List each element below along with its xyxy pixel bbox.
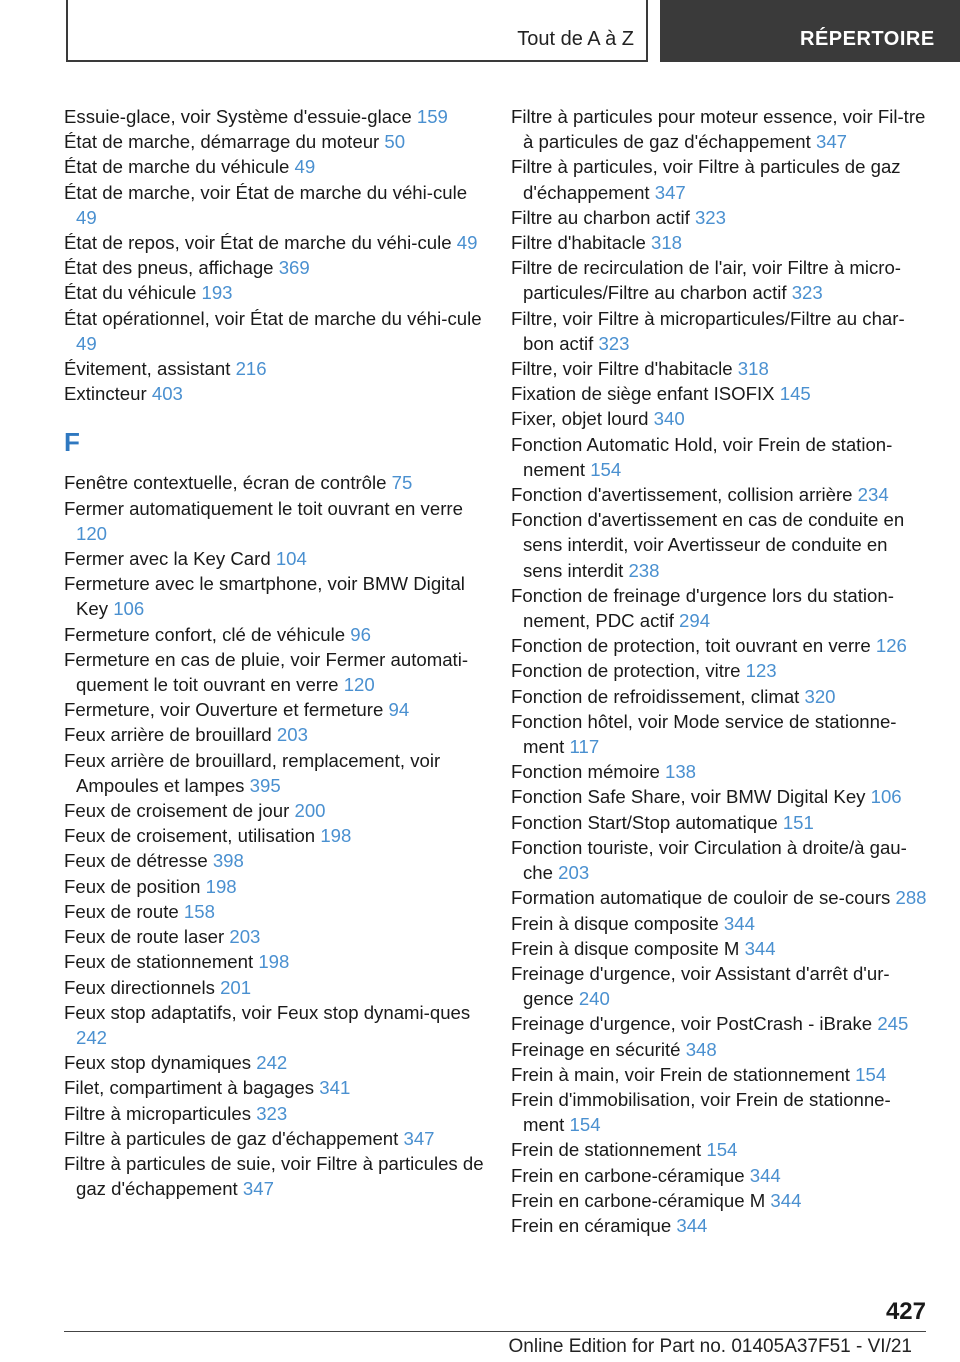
index-entry-text: Frein à main, voir Frein de stationnement	[511, 1063, 850, 1085]
index-entry-text: État de marche, voir État de marche du véhi-cule	[64, 181, 468, 203]
page-reference-link[interactable]: 49	[294, 156, 316, 178]
index-entry-text: Fixer, objet lourd	[511, 408, 649, 430]
index-entry-text: Feux stop dynamiques	[64, 1052, 252, 1074]
index-entry	[511, 684, 931, 709]
index-entry	[64, 496, 484, 546]
index-entry	[511, 709, 931, 759]
page-reference-link[interactable]: 323	[598, 332, 630, 354]
index-entry-text: Feux de route laser	[64, 926, 225, 948]
page-reference-link[interactable]: 198	[258, 951, 290, 973]
page-reference-link[interactable]: 198	[320, 825, 352, 847]
index-entry-text: Frein à disque composite M	[511, 937, 740, 959]
index-entry	[64, 823, 484, 848]
index-entry-text: Fermer avec la Key Card	[64, 548, 271, 570]
index-entry	[511, 583, 931, 633]
page-reference-link[interactable]: 403	[151, 383, 183, 405]
page-reference-link[interactable]: 154	[706, 1139, 738, 1161]
index-entry-text: Freinage d'urgence, voir PostCrash - iBrake	[511, 1013, 873, 1035]
index-entry-text: Fonction Start/Stop automatique	[511, 811, 778, 833]
index-entry	[64, 154, 484, 179]
page-reference-link[interactable]: 344	[749, 1164, 781, 1186]
page-number: 427	[885, 1298, 926, 1325]
index-entry	[64, 798, 484, 823]
index-entry-text: Fermeture, voir Ouverture et fermeture	[64, 699, 384, 721]
page-reference-link[interactable]: 320	[804, 685, 836, 707]
index-entry	[511, 885, 931, 910]
index-entry-text: Frein d'immobilisation, voir Frein de stationne-ment	[511, 1088, 891, 1136]
index-entry-text: État de repos, voir État de marche du véhi-cule	[64, 232, 452, 254]
page-reference-link[interactable]: 323	[791, 282, 823, 304]
index-entry	[64, 697, 484, 722]
section-title: Tout de A à Z	[517, 28, 634, 50]
index-entry	[64, 129, 484, 154]
page-reference-link[interactable]: 203	[276, 724, 308, 746]
index-entry-text: Feux arrière de brouillard, remplacement, voir Ampoules et lampes	[64, 749, 441, 796]
index-entry-text: Feux de détresse	[64, 850, 208, 872]
index-entry	[64, 230, 484, 255]
section-letter: F	[64, 427, 80, 458]
page-reference-link[interactable]: 395	[249, 774, 281, 796]
index-entry-text: Fixation de siège enfant ISOFIX	[511, 383, 775, 405]
index-entry	[511, 306, 931, 356]
page-reference-link[interactable]: 50	[384, 131, 406, 153]
edition-line: Online Edition for Part no. 01405A37F51 - VI/21	[508, 1336, 912, 1357]
index-entry-text: Fonction Automatic Hold, voir Frein de station-nement	[511, 433, 893, 480]
page-reference-link[interactable]: 49	[456, 232, 478, 254]
index-tab-label: RÉPERTOIRE	[800, 28, 935, 50]
index-entry-text: Feux stop adaptatifs, voir Feux stop dynami-ques	[64, 1001, 471, 1023]
header-section-box	[66, 0, 648, 62]
index-entry-text: Fonction Safe Share, voir BMW Digital Key	[511, 786, 866, 808]
page-reference-link[interactable]: 242	[76, 1026, 108, 1048]
index-entry-text: Feux de stationnement	[64, 951, 254, 973]
page-reference-link[interactable]: 193	[201, 282, 233, 304]
page-reference-link[interactable]: 348	[685, 1038, 717, 1060]
page-reference-link[interactable]: 294	[679, 610, 711, 632]
footer-divider	[64, 1331, 926, 1332]
index-entry	[511, 835, 931, 885]
page-reference-link[interactable]: 200	[294, 800, 326, 822]
index-entry	[64, 924, 484, 949]
index-entry-text: Filtre à particules, voir Filtre à particules de gaz d'échappement	[511, 156, 901, 203]
page-reference-link[interactable]: 106	[870, 786, 902, 808]
page-reference-link[interactable]: 240	[578, 988, 610, 1010]
index-entry-text: Filtre à particules de gaz d'échappement	[64, 1127, 399, 1149]
index-entry	[64, 975, 484, 1000]
index-entry-text: Feux de croisement de jour	[64, 800, 290, 822]
index-entry-text: Fonction hôtel, voir Mode service de stationne-ment	[511, 710, 897, 758]
page-reference-link[interactable]: 344	[723, 912, 755, 934]
index-entry-text: Fermeture avec le smartphone, voir BMW Digital Key	[64, 573, 465, 620]
index-entry	[511, 633, 931, 658]
index-entry	[64, 848, 484, 873]
index-entry	[64, 899, 484, 924]
index-entry-text: Feux de croisement, utilisation	[64, 825, 316, 847]
index-entry	[64, 1050, 484, 1075]
index-entry	[511, 810, 931, 835]
index-entry	[511, 154, 931, 204]
index-entry	[64, 356, 484, 381]
index-column-right	[511, 104, 931, 1238]
page-reference-link[interactable]: 347	[403, 1127, 435, 1149]
page-reference-link[interactable]: 318	[650, 232, 683, 254]
index-entry	[511, 1213, 931, 1238]
page-reference-link[interactable]: 201	[220, 976, 252, 998]
index-entry	[511, 1163, 931, 1188]
page-reference-link[interactable]: 49	[76, 332, 97, 354]
page-reference-link[interactable]: 344	[676, 1214, 708, 1236]
index-entry-text: Feux directionnels	[64, 976, 215, 998]
page-reference-link[interactable]: 145	[779, 383, 811, 405]
index-entry	[511, 230, 931, 255]
page-reference-link[interactable]: 96	[350, 623, 371, 645]
page-reference-link[interactable]: 323	[694, 206, 726, 228]
index-entry-text: État opérationnel, voir État de marche du véhi-cule	[64, 307, 482, 329]
page-reference-link[interactable]: 198	[205, 875, 237, 897]
index-entry-text: Fonction mémoire	[511, 761, 660, 783]
index-entry	[511, 205, 931, 230]
index-entry-text: Filtre à microparticules	[64, 1102, 252, 1124]
index-entry	[64, 571, 484, 621]
page-reference-link[interactable]: 138	[664, 761, 697, 783]
page-reference-link[interactable]: 75	[391, 472, 413, 494]
index-entry-text: Frein en céramique	[511, 1214, 672, 1236]
index-entry	[511, 482, 931, 507]
index-entry	[64, 255, 484, 280]
index-entry-text: Fonction touriste, voir Circulation à droite/à gau-che	[511, 836, 907, 884]
index-entry-text: Filtre, voir Filtre à microparticules/Filtre au char-bon actif	[511, 307, 905, 354]
page-reference-link[interactable]: 151	[782, 811, 814, 833]
index-entry	[64, 874, 484, 899]
index-entry-text: Filtre d'habitacle	[511, 232, 646, 254]
index-entry-text: Feux de route	[64, 900, 179, 922]
index-entry	[511, 936, 931, 961]
index-entry	[511, 658, 931, 683]
index-entry-text: Filtre au charbon actif	[511, 206, 690, 228]
index-entry	[511, 1188, 931, 1213]
index-entry-text: Fonction de refroidissement, climat	[511, 685, 800, 707]
page-reference-link[interactable]: 154	[569, 1114, 601, 1136]
index-tab[interactable]	[660, 0, 960, 62]
index-entry-text: Feux arrière de brouillard	[64, 724, 272, 746]
index-entry	[511, 507, 931, 583]
index-entry-text: Frein à disque composite	[511, 912, 719, 934]
index-entry-text: Filtre à particules de suie, voir Filtre à particules de gaz d'échappement	[64, 1152, 484, 1200]
page-reference-link[interactable]: 341	[319, 1077, 351, 1099]
index-entry	[511, 911, 931, 936]
index-entry-text: État du véhicule	[64, 282, 197, 304]
index-entry	[511, 1137, 931, 1162]
page-reference-link[interactable]: 117	[569, 736, 600, 758]
index-entry	[64, 1101, 484, 1126]
page-reference-link[interactable]: 318	[737, 358, 769, 380]
index-entry-text: Formation automatique de couloir de se-cours	[511, 887, 891, 909]
index-entry-text: Fermeture en cas de pluie, voir Fermer automati-quement le toit ouvrant en verre	[64, 648, 469, 696]
page-reference-link[interactable]: 203	[229, 926, 261, 948]
page-reference-link[interactable]: 49	[76, 206, 97, 228]
page-reference-link[interactable]: 94	[388, 699, 410, 721]
index-entry-text: Frein de stationnement	[511, 1139, 702, 1161]
index-entry-text: Freinage en sécurité	[511, 1038, 681, 1060]
index-entry	[511, 356, 931, 381]
index-entry-text: Filet, compartiment à bagages	[64, 1077, 315, 1099]
index-entry	[64, 180, 484, 230]
index-entry-text: Filtre, voir Filtre d'habitacle	[511, 358, 733, 380]
index-entry-text: Filtre de recirculation de l'air, voir Filtre à micro-particules/Filtre au charbon actif	[511, 257, 901, 304]
page-reference-link[interactable]: 347	[242, 1178, 274, 1200]
index-entry-text: Fermer automatiquement le toit ouvrant en verre	[64, 497, 463, 519]
index-entry-text: Feux de position	[64, 875, 201, 897]
page-reference-link[interactable]: 347	[654, 181, 686, 203]
index-entry	[64, 104, 484, 129]
page-reference-link[interactable]: 154	[855, 1063, 887, 1085]
index-entry-text: État de marche, démarrage du moteur	[64, 131, 380, 153]
index-entry	[64, 1000, 484, 1050]
index-entry	[511, 255, 931, 305]
page-reference-link[interactable]: 323	[256, 1102, 288, 1124]
index-entry-text: Fonction d'avertissement en cas de conduite en sens interdit, voir Avertisseur de conduite en sens interdit	[511, 509, 905, 581]
index-entry	[511, 1011, 931, 1036]
index-entry-text: Filtre à particules pour moteur essence, voir Fil-tre à particules de gaz d'échappement	[511, 106, 926, 153]
index-entry-text: Essuie-glace, voir Système d'essuie-glace	[64, 106, 412, 127]
index-entry	[511, 759, 931, 784]
page-reference-link[interactable]: 369	[278, 257, 310, 279]
page-reference-link[interactable]: 154	[590, 458, 622, 480]
index-entry-text: Frein en carbone-céramique M	[511, 1189, 766, 1211]
page-reference-link[interactable]: 245	[877, 1013, 909, 1035]
index-entry-text: Fenêtre contextuelle, écran de contrôle	[64, 472, 387, 494]
page-reference-link[interactable]: 159	[416, 106, 448, 127]
page-reference-link[interactable]: 242	[256, 1052, 288, 1074]
index-entry	[64, 1126, 484, 1151]
index-column-left	[64, 104, 484, 1201]
index-entry	[511, 784, 931, 809]
page-reference-link[interactable]: 203	[558, 862, 590, 884]
index-entry-text: État des pneus, affichage	[64, 257, 274, 279]
page-reference-link[interactable]: 123	[745, 660, 777, 682]
index-entry-text: Fonction d'avertissement, collision arrière	[511, 484, 853, 506]
index-entry	[511, 381, 931, 406]
page-reference-link[interactable]: 340	[653, 408, 685, 430]
page-reference-link[interactable]: 158	[183, 900, 215, 922]
index-entry	[64, 1151, 484, 1201]
index-entry	[64, 647, 484, 697]
page-reference-link[interactable]: 106	[113, 598, 145, 620]
index-entry-text: Évitement, assistant	[64, 358, 231, 380]
index-entry	[511, 1062, 931, 1087]
index-entry-text: Freinage d'urgence, voir Assistant d'arrêt d'ur-gence	[511, 962, 890, 1010]
index-entry-text: Fonction de protection, toit ouvrant en verre	[511, 635, 871, 657]
index-entry	[64, 949, 484, 974]
index-entry-text: État de marche du véhicule	[64, 156, 290, 178]
page-reference-link[interactable]: 344	[744, 937, 776, 959]
page-reference-link[interactable]: 104	[275, 548, 307, 570]
page-reference-link[interactable]: 126	[875, 635, 907, 657]
index-entry	[64, 622, 484, 647]
index-entry	[511, 1087, 931, 1137]
index-entry-text: Fonction de freinage d'urgence lors du station-nement, PDC actif	[511, 584, 894, 632]
page-reference-link[interactable]: 344	[770, 1189, 802, 1211]
page-reference-link[interactable]: 120	[343, 674, 375, 696]
page-reference-link[interactable]: 234	[857, 484, 889, 506]
index-entry	[64, 722, 484, 747]
index-entry	[64, 280, 484, 305]
index-entry-text: Extincteur	[64, 383, 147, 405]
index-entry	[64, 1075, 484, 1100]
page-reference-link[interactable]: 216	[235, 358, 267, 380]
index-entry	[64, 381, 484, 406]
index-entry	[511, 406, 931, 431]
page-reference-link[interactable]: 120	[76, 522, 108, 544]
index-entry	[511, 1037, 931, 1062]
index-entry	[511, 961, 931, 1011]
page-reference-link[interactable]: 347	[816, 131, 848, 153]
index-entry-text: Fermeture confort, clé de véhicule	[64, 623, 346, 645]
index-entry	[511, 104, 931, 154]
page-reference-link[interactable]: 238	[628, 559, 660, 581]
index-entry-text: Fonction de protection, vitre	[511, 660, 741, 682]
index-entry	[64, 748, 484, 798]
page-reference-link[interactable]: 398	[212, 850, 244, 872]
index-entry-text: Frein en carbone-céramique	[511, 1164, 745, 1186]
index-entry	[64, 306, 484, 356]
index-entry	[511, 432, 931, 482]
index-entry	[64, 470, 484, 495]
index-entry	[64, 546, 484, 571]
page-reference-link[interactable]: 288	[895, 887, 927, 909]
